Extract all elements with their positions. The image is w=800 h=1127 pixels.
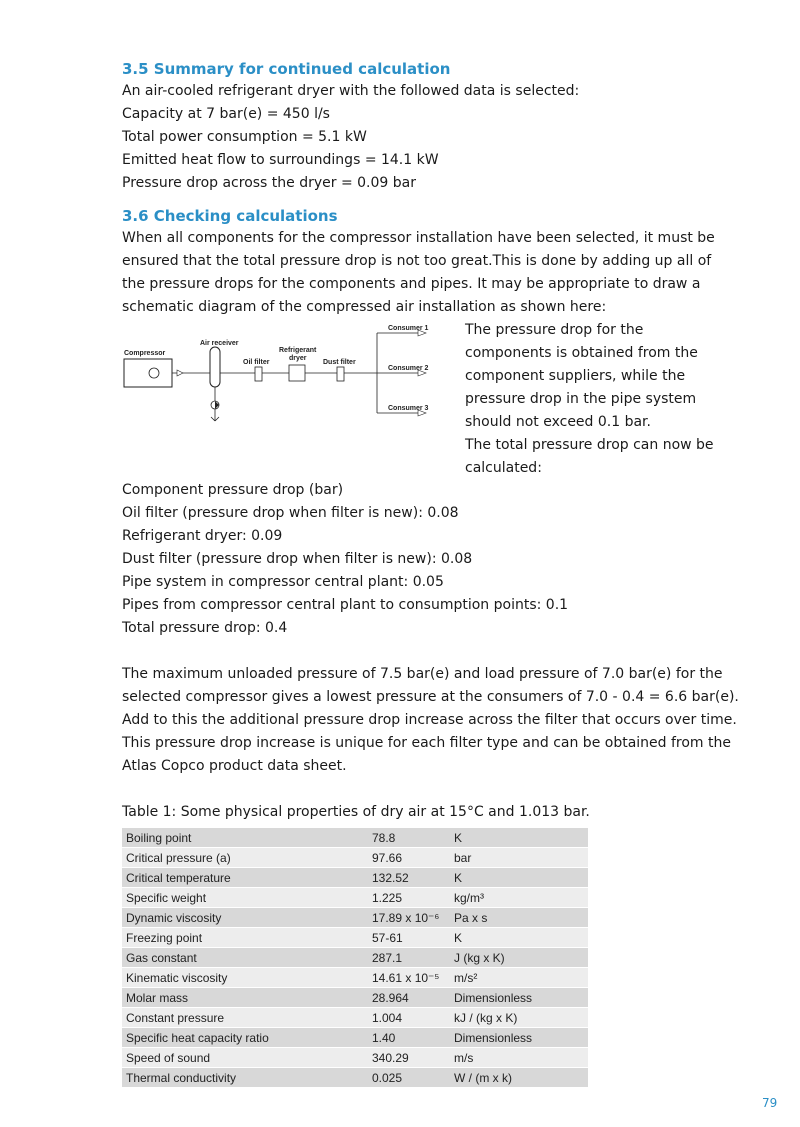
property-name-cell: Freezing point (122, 928, 368, 948)
oil-filter (255, 367, 262, 381)
text-line: Dust filter (pressure drop when filter is new): 0.08 (122, 551, 473, 567)
section-3-6-heading: 3.6 Checking calculations (122, 207, 338, 225)
section-3-6-intro (122, 227, 722, 319)
property-unit-cell: m/s² (450, 968, 588, 988)
text-line: Atlas Copco product data sheet. (122, 758, 347, 774)
property-value-cell: 57-61 (368, 928, 450, 948)
table-row (122, 908, 588, 928)
property-unit-cell: K (450, 868, 588, 888)
table-row (122, 1008, 588, 1028)
page-number: 79 (762, 1096, 778, 1110)
compressor-symbol (149, 368, 159, 378)
table-row (122, 848, 588, 868)
text-line: The total pressure drop can now be (465, 437, 714, 453)
property-name-cell: Dynamic viscosity (122, 908, 368, 928)
text-line: Oil filter (pressure drop when filter is new): 0.08 (122, 505, 459, 521)
property-value-cell: 28.964 (368, 988, 450, 1008)
text-line: component suppliers, while the (465, 368, 686, 384)
property-unit-cell: J (kg x K) (450, 948, 588, 968)
table-row (122, 828, 588, 848)
compressed-air-schematic (122, 321, 442, 441)
text-line: components is obtained from the (465, 345, 698, 361)
diagram-section (122, 319, 722, 479)
property-value-cell: 14.61 x 10⁻⁵ (368, 968, 450, 988)
page-content (122, 58, 739, 1088)
text-line: selected compressor gives a lowest pressure at the consumers of 7.0 - 0.4 = 6.6 bar(e). (122, 689, 739, 705)
text-line: Component pressure drop (bar) (122, 482, 344, 498)
consumer-1-label: Consumer 1 (388, 325, 429, 332)
property-value-cell: 1.004 (368, 1008, 450, 1028)
property-name-cell: Boiling point (122, 828, 368, 848)
text-line: Capacity at 7 bar(e) = 450 l/s (122, 106, 330, 122)
property-name-cell: Critical pressure (a) (122, 848, 368, 868)
table-row (122, 1028, 588, 1048)
property-unit-cell: K (450, 828, 588, 848)
pressure-paragraph (122, 663, 739, 778)
section-3-5-body (122, 80, 722, 195)
property-value-cell: 132.52 (368, 868, 450, 888)
refrigerant-label: Refrigerant (279, 347, 317, 354)
table-row (122, 1048, 588, 1068)
property-value-cell: 1.225 (368, 888, 450, 908)
text-line: calculated: (465, 460, 542, 476)
text-line: Pressure drop across the dryer = 0.09 bar (122, 175, 416, 191)
compressor-box (124, 359, 172, 387)
table-row (122, 988, 588, 1008)
property-value-cell: 78.8 (368, 828, 450, 848)
text-line: should not exceed 0.1 bar. (465, 414, 651, 430)
text-line: schematic diagram of the compressed air installation as shown here: (122, 299, 607, 315)
property-value-cell: 287.1 (368, 948, 450, 968)
property-value-cell: 0.025 (368, 1068, 450, 1088)
text-line: When all components for the compressor installation have been selected, it must be (122, 230, 715, 246)
pressure-drop-list (122, 479, 722, 640)
table-row (122, 888, 588, 908)
section-3-5-heading: 3.5 Summary for continued calculation (122, 60, 451, 78)
consumer-3-label: Consumer 3 (388, 405, 429, 412)
property-name-cell: Critical temperature (122, 868, 368, 888)
text-line: This pressure drop increase is unique for each filter type and can be obtained from the (122, 735, 731, 751)
text-line: the pressure drops for the components and pipes. It may be appropriate to draw a (122, 276, 701, 292)
text-line: Pipes from compressor central plant to consumption points: 0.1 (122, 597, 569, 613)
property-unit-cell: bar (450, 848, 588, 868)
text-line: ensured that the total pressure drop is not too great.This is done by adding up all of (122, 253, 712, 269)
oil-filter-label: Oil filter (243, 359, 270, 366)
property-value-cell: 97.66 (368, 848, 450, 868)
table-row (122, 868, 588, 888)
text-line: Emitted heat flow to surroundings = 14.1 kW (122, 152, 439, 168)
table-row (122, 948, 588, 968)
dryer-label: dryer (289, 355, 307, 362)
property-name-cell: Speed of sound (122, 1048, 368, 1068)
table-row (122, 928, 588, 948)
property-name-cell: Molar mass (122, 988, 368, 1008)
text-line: Total power consumption = 5.1 kW (122, 129, 367, 145)
text-line: Total pressure drop: 0.4 (122, 620, 288, 636)
text-line: pressure drop in the pipe system (465, 391, 697, 407)
text-line: Add to this the additional pressure drop increase across the filter that occurs over time. (122, 712, 737, 728)
property-unit-cell: W / (m x k) (450, 1068, 588, 1088)
compressor-label: Compressor (124, 350, 166, 357)
property-unit-cell: Dimensionless (450, 988, 588, 1008)
property-value-cell: 1.40 (368, 1028, 450, 1048)
air-receiver-label: Air receiver (200, 340, 239, 347)
dust-filter (337, 367, 344, 381)
property-name-cell: Constant pressure (122, 1008, 368, 1028)
table-row (122, 1068, 588, 1088)
property-unit-cell: K (450, 928, 588, 948)
table-caption: Table 1: Some physical properties of dry air at 15°C and 1.013 bar. (122, 804, 590, 820)
property-unit-cell: Dimensionless (450, 1028, 588, 1048)
property-name-cell: Gas constant (122, 948, 368, 968)
refrigerant-dryer (289, 365, 305, 381)
property-unit-cell: Pa x s (450, 908, 588, 928)
text-line: The maximum unloaded pressure of 7.5 bar(e) and load pressure of 7.0 bar(e) for the (122, 666, 723, 682)
air-receiver (210, 347, 220, 387)
text-line: Pipe system in compressor central plant: 0.05 (122, 574, 444, 590)
property-name-cell: Kinematic viscosity (122, 968, 368, 988)
property-name-cell: Specific weight (122, 888, 368, 908)
table-row (122, 968, 588, 988)
property-unit-cell: m/s (450, 1048, 588, 1068)
property-unit-cell: kJ / (kg x K) (450, 1008, 588, 1028)
dust-filter-label: Dust filter (323, 359, 356, 366)
text-line: The pressure drop for the (465, 322, 644, 338)
properties-table (122, 828, 588, 1088)
text-line: Refrigerant dryer: 0.09 (122, 528, 283, 544)
property-value-cell: 340.29 (368, 1048, 450, 1068)
property-name-cell: Specific heat capacity ratio (122, 1028, 368, 1048)
consumer-2-label: Consumer 2 (388, 365, 429, 372)
property-name-cell: Thermal conductivity (122, 1068, 368, 1088)
property-value-cell: 17.89 x 10⁻⁶ (368, 908, 450, 928)
text-line: An air-cooled refrigerant dryer with the followed data is selected: (122, 83, 580, 99)
diagram-side-text (465, 319, 725, 480)
property-unit-cell: kg/m³ (450, 888, 588, 908)
